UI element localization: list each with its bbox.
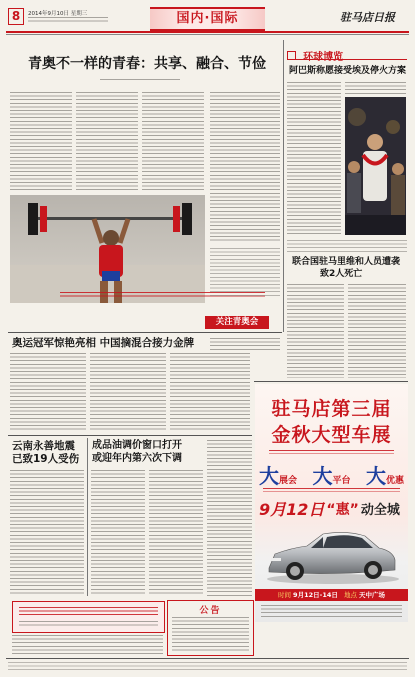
announcement-body xyxy=(172,617,249,651)
relay-headline: 奥运冠军惊艳亮相 中国摘混合接力金牌 xyxy=(12,337,195,349)
footer-text xyxy=(8,662,407,670)
mali-body-col-1 xyxy=(287,284,344,378)
ad-info-bar xyxy=(255,589,408,601)
ceremony-photo xyxy=(345,97,406,235)
world-section-header xyxy=(287,45,407,63)
public-notice-title xyxy=(19,607,158,617)
relay-body-col-3 xyxy=(170,353,250,431)
oil-body-col-1 xyxy=(91,470,145,596)
highlight-expo: 大展会 xyxy=(259,464,298,488)
issue-date: 2014年9月10日 星期三 xyxy=(28,11,88,17)
abbas-body-col-1 xyxy=(287,82,341,236)
mali-headline-line-1: 联合国驻马里维和人员遭袭 xyxy=(292,257,401,267)
ad-title-line-1: 驻马店第三届 xyxy=(271,398,392,420)
abbas-headline: 阿巴斯称愿接受埃及停火方案 xyxy=(289,66,407,76)
relay-body-col-1 xyxy=(10,353,86,431)
section-divider xyxy=(8,332,282,333)
lead-body-col-1 xyxy=(10,92,72,190)
abbas-body-col-2 xyxy=(345,82,406,94)
ad-subtitle xyxy=(269,450,394,454)
section-title: 国内·国际 xyxy=(176,11,239,26)
sidebar-quote-text xyxy=(210,248,280,298)
section-square-icon xyxy=(287,51,296,60)
ad-top-rule xyxy=(254,381,408,382)
ad-tagline: 动全城 xyxy=(360,503,400,518)
quake-divider xyxy=(87,438,88,596)
oil-headline-line-1: 成品油调价窗口打开 xyxy=(92,440,182,451)
announcement-box xyxy=(167,600,254,656)
ad-place-label: 地点 xyxy=(343,591,357,599)
highlight-discount: 大优惠 xyxy=(365,464,404,488)
mali-body-col-2 xyxy=(348,284,406,378)
section-divider-2 xyxy=(8,435,252,436)
announcement-title: 公告 xyxy=(199,606,222,616)
oil-body-col-2 xyxy=(149,470,203,596)
relay-body-col-4 xyxy=(210,338,280,350)
ad-place: 天中广场 xyxy=(359,591,386,599)
public-notice-sub xyxy=(19,621,158,627)
oil-body-col-3 xyxy=(207,440,252,596)
lead-body-col-2 xyxy=(76,92,138,190)
editor-credits xyxy=(28,17,108,22)
lead-headline: 青奥不一样的青春：共享、融合、节俭 xyxy=(28,56,266,72)
quake-headline-line-2: 已致19人受伤 xyxy=(12,453,80,465)
public-notice-body xyxy=(12,635,163,655)
relay-body-col-2 xyxy=(90,353,166,431)
footer-rule xyxy=(6,658,409,659)
ad-contact-info xyxy=(261,605,402,619)
ad-time-label: 时间 xyxy=(277,591,291,599)
youth-games-label: 关注青奥会 xyxy=(205,316,269,329)
section-banner xyxy=(150,7,265,31)
header-rule-thin xyxy=(6,34,409,35)
ceremony-caption xyxy=(287,240,407,252)
ad-highlights xyxy=(259,460,404,489)
lead-body-col-4 xyxy=(210,92,280,242)
quake-body xyxy=(10,470,84,596)
ad-date-line xyxy=(259,497,407,520)
ad-highlight-notes xyxy=(263,488,400,492)
oil-headline-line-2: 或迎年内第六次下调 xyxy=(92,453,182,464)
public-notice-box xyxy=(12,601,165,633)
world-section-title: 环球博览 xyxy=(303,52,344,63)
ad-date: 9月12日 xyxy=(259,500,325,519)
lead-byline xyxy=(100,79,180,82)
newspaper-logo: 驻马店日报 xyxy=(340,11,395,24)
quake-headline-line-1: 云南永善地震 xyxy=(12,440,75,452)
page-number: 8 xyxy=(8,8,24,25)
car-show-ad xyxy=(255,384,408,622)
header-rule xyxy=(6,31,409,33)
ad-time: 9月12日-14日 xyxy=(293,591,338,599)
ad-title-line-2: 金秋大型车展 xyxy=(271,424,392,446)
highlight-platform: 大平台 xyxy=(312,464,351,488)
weightlifter-photo xyxy=(10,195,205,303)
mali-headline-line-2: 致2人死亡 xyxy=(320,269,363,279)
column-divider xyxy=(283,40,284,332)
car-image xyxy=(261,524,402,586)
lead-body-col-3 xyxy=(142,92,204,190)
ad-hui-badge: “惠” xyxy=(326,501,359,518)
